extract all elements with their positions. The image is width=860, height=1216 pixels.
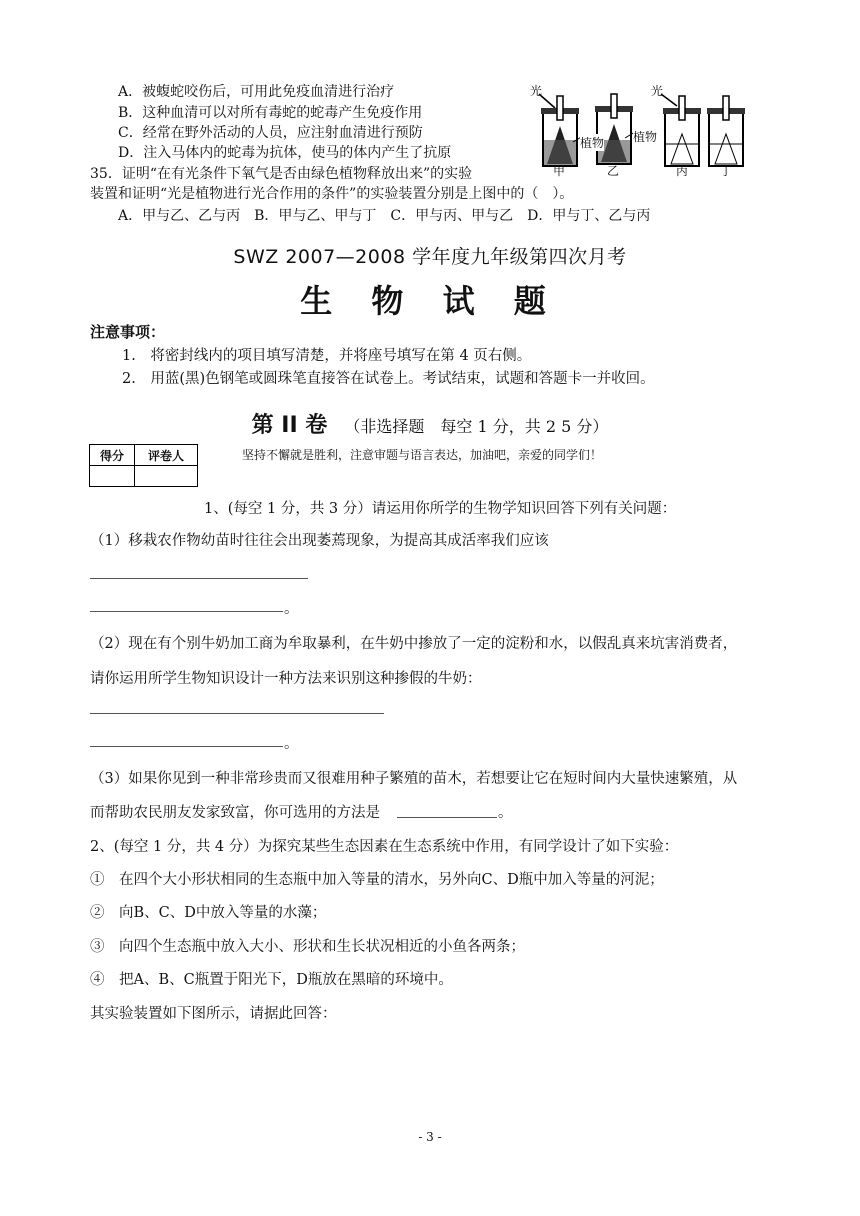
- figure-label-plant-1: 植物: [580, 136, 605, 150]
- q1-part1-period: 。: [284, 601, 299, 617]
- notice-item-1: 1. 将密封线内的项目填写清楚，并将座号填写在第 4 页右侧。: [122, 348, 532, 364]
- q1-part3-line1: （3）如果你见到一种非常珍贵而又很难用种子繁殖的苗木，若想要让它在短时间内大量快速繁殖，从: [90, 771, 738, 787]
- q1-part3-line2: 而帮助农民朋友发家致富，你可选用的方法是: [90, 805, 380, 821]
- figure-label-jia: 甲: [553, 164, 566, 178]
- q1-part3-blank[interactable]: [397, 817, 497, 818]
- jar-jia: [541, 96, 579, 166]
- figure-label-plant-2: 植物: [633, 130, 658, 144]
- figure-label-ding: 丁: [720, 164, 733, 178]
- q1-part2-period: 。: [284, 736, 299, 752]
- q34-option-d: D．注入马体内的蛇毒为抗体，使马的体内产生了抗原: [118, 145, 452, 161]
- section-heading: [0, 408, 860, 439]
- section-title: 第 II 卷: [251, 413, 328, 438]
- score-header: 得分: [90, 445, 135, 466]
- q1-part2-line2: 请你运用所学生物知识设计一种方法来识别这种掺假的牛奶：: [90, 671, 482, 687]
- page-number: - 3 -: [418, 1130, 442, 1144]
- figure-label-bing: 丙: [676, 164, 689, 178]
- q2-step-2: ② 向B、C、D中放入等量的水藻；: [90, 905, 327, 921]
- q2-intro: 2、(每空 1 分，共 4 分）为探究某些生态因素在生态系统中作用，有同学设计了如下实验：: [90, 839, 679, 855]
- score-table: [89, 444, 198, 487]
- light-ray-2: [661, 94, 677, 106]
- jar-ding: [707, 96, 745, 166]
- q2-step-3: ③ 向四个生态瓶中放入大小、形状和生长状况相近的小鱼各两条；: [90, 939, 525, 955]
- exam-title: SWZ 2007—2008 学年度九年级第四次月考: [233, 246, 627, 268]
- jar-yi: [595, 94, 633, 164]
- q1-part2-blank-1[interactable]: [90, 713, 384, 714]
- q34-option-c: C．经常在野外活动的人员，应注射血清进行预防: [118, 125, 423, 141]
- notice-heading: 注意事项：: [90, 323, 166, 341]
- q34-option-b: B．这种血清可以对所有毒蛇的蛇毒产生免疫作用: [118, 105, 423, 121]
- q35-line2: 装置和证明“光是植物进行光合作用的条件”的实验装置分别是上图中的（ ）。: [90, 186, 574, 202]
- subject-title: 生 物 试 题: [300, 282, 560, 320]
- q2-step-1: ① 在四个大小形状相同的生态瓶中加入等量的清水，另外向C、D瓶中加入等量的河泥；: [90, 872, 664, 888]
- q35-line1: 35．证明“在有光条件下氧气是否由绿色植物释放出来”的实验: [90, 166, 473, 182]
- q1-part2-line1: （2）现在有个别牛奶加工商为牟取暴利，在牛奶中掺放了一定的淀粉和水，以假乱真来坑害消费者，: [90, 636, 738, 652]
- q1-part1: （1）移栽农作物幼苗时往往会出现萎蔫现象，为提高其成活率我们应该: [90, 533, 549, 549]
- figure-label-light-1: 光: [530, 84, 543, 98]
- jar-bing: [663, 96, 701, 166]
- section-subtitle: （非选择题 每空 1 分，共 2 5 分）: [344, 417, 609, 436]
- q35-options: A．甲与乙、乙与丙 B．甲与乙、甲与丁 C．甲与丙、甲与乙 D．甲与丁、乙与丙: [118, 208, 651, 224]
- q1-part1-blank-2[interactable]: [90, 611, 283, 612]
- notice-item-2: 2. 用蓝(黑)色钢笔或圆珠笔直接答在试卷上。考试结束，试题和答题卡一并收回。: [122, 371, 655, 387]
- figure-label-light-2: 光: [651, 84, 664, 98]
- q1-part2-blank-2[interactable]: [90, 746, 283, 747]
- q2-step-4: ④ 把A、B、C瓶置于阳光下，D瓶放在黑暗的环境中。: [90, 972, 453, 988]
- q34-option-a: A．被蝮蛇咬伤后，可用此免疫血清进行治疗: [118, 84, 395, 100]
- q2-outro: 其实验装置如下图所示，请据此回答：: [90, 1006, 337, 1022]
- score-cell[interactable]: [90, 466, 135, 487]
- grader-cell[interactable]: [135, 466, 198, 487]
- encouragement-text: 坚持不懈就是胜利，注意审题与语言表达，加油吧，亲爱的同学们！: [242, 448, 603, 462]
- figure-label-yi: 乙: [607, 164, 620, 178]
- grader-header: 评卷人: [135, 445, 198, 466]
- q1-intro: 1、(每空 1 分，共 3 分）请运用你所学的生物学知识回答下列有关问题：: [204, 501, 677, 517]
- q1-part3-period: 。: [498, 805, 513, 821]
- q1-part1-blank-1[interactable]: [90, 578, 308, 579]
